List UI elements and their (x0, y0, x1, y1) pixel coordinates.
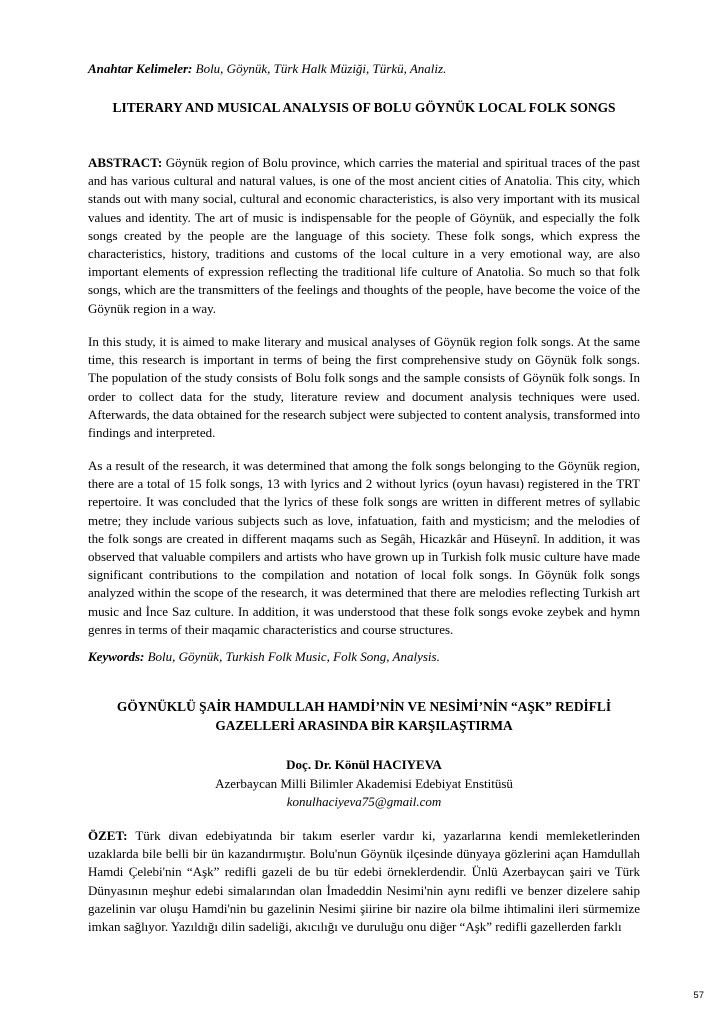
abstract-label: ABSTRACT: (88, 155, 163, 170)
english-article-title: LITERARY AND MUSICAL ANALYSIS OF BOLU GÖYNÜK LOCAL FOLK SONGS (112, 100, 616, 115)
abstract-paragraph-3: As a result of the research, it was determined that among the folk songs belonging to the Göynük region, there are a total of 15 folk songs, 13 with lyrics and 2 without lyrics (oyun havası) registered in the TRT repertoire. It was concluded that the lyrics of these folk songs are written in different metres of syllabic metre; they include various subjects such as love, infatuation, faith and mysticism; and the melodies of the folk songs are created in different maqams such as Segâh, Hicazkâr and Hüseynî. In addition, it was observed that valuable compilers and artists who have grown up in Turkish folk music culture have made significant contributions to the compilation and notation of local folk songs. In Göynük folk songs analyzed within the scope of the research, it was determined that there are melodies reflecting Turkish art music and İnce Saz culture. In addition, it was understood that these folk songs evoke zeybek and hymn genres in terms of their maqamic characteristics and course structures. (88, 458, 640, 637)
english-keywords (88, 648, 640, 666)
ozet-text: Türk divan edebiyatında bir takım eserler vardır ki, yazarlarına kendi memleketlerinden uzaklarda bile belli bir ün kazandırmıştır. Bolu'nun Göynük ilçesinde dünyaya gözlerini açan Hamdullah Hamdi Çelebi'nin “Aşk” redifli gazeli de bu tür edebi örneklerdendir. Ünlü Azerbaycan şairi ve Türk Dünyasının meşhur edebi simalarından olan İmadeddin Nesimi'nin aynı redifli ve benzer dizelere sahip gazelinin var oluşu Hamdi'nin bu gazelinin Nesimi şiirine bir nazire ola bilme ihtimalini ileri sürmemize imkan sağlıyor. Yazıldığı dilin sadeliği, akıcılığı ve duruluğu onu diğer “Aşk” redifli gazellerden farklı (88, 828, 640, 935)
author-affiliation: Azerbaycan Milli Bilimler Akademisi Edebiyat Enstitüsü (215, 775, 513, 791)
english-keywords-text: Bolu, Göynük, Turkish Folk Music, Folk Song, Analysis. (144, 649, 440, 664)
abstract-paragraph-2: In this study, it is aimed to make literary and musical analyses of Göynük region folk songs. At the same time, this research is important in terms of being the first comprehensive study on Göynük folk songs. The population of the study consists of Bolu folk songs and the sample consists of Göynük folk songs. In order to collect data for the study, literature review and document analysis techniques were used. Afterwards, the data obtained for the research subject were subjected to content analysis, transformed into findings and interpreted. (88, 334, 640, 441)
turkish-keywords (88, 60, 640, 77)
ozet-paragraph (88, 827, 640, 936)
author-block (88, 756, 640, 812)
author-email: konulhaciyeva75@gmail.com (286, 794, 442, 809)
turkish-keywords-text: Bolu, Göynük, Türk Halk Müziği, Türkü, Analiz. (192, 61, 447, 76)
abstract-paragraph-1 (88, 154, 640, 318)
ozet-label: ÖZET: (88, 828, 128, 843)
english-keywords-label: Keywords: (88, 649, 145, 664)
author-name: Doç. Dr. Könül HACIYEVA (286, 757, 442, 772)
abstract-paragraph-1-text: Göynük region of Bolu province, which carries the material and spiritual traces of the past and has various cultural and natural values, is one of the most ancient cities of Anatolia. This city, which stands out with many social, cultural and economic characteristics, is also very important with its musical values and identity. The art of music is indispensable for the people of Göynük, and especially the folk songs created by the people are the language of this society. These folk songs, which express the characteristics, history, traditions and customs of the local culture in a very emotional way, are also important elements of expression reflecting the traditional life culture of Anatolia. So much so that folk songs, which are the transmitters of the feelings and thoughts of the people, have become the voice of the Göynük region in a way. (88, 155, 640, 316)
turkish-article-title: GÖYNÜKLÜ ŞAİR HAMDULLAH HAMDİ’NİN VE NESİMİ’NİN “AŞK” REDİFLİ GAZELLERİ ARASINDA BİR KARŞILAŞTIRMA (116, 699, 612, 733)
page-number: 57 (693, 990, 704, 1001)
turkish-keywords-label: Anahtar Kelimeler: (88, 61, 193, 76)
